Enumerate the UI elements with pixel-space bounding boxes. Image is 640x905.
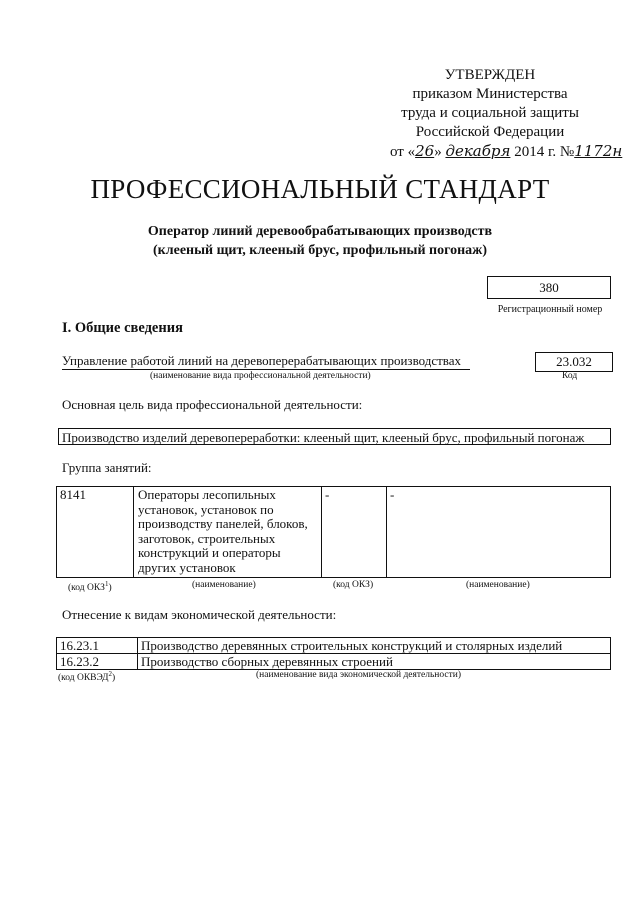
okved-code-caption: (код ОКВЭД$^2$) [58,670,116,684]
approval-line-2: приказом Министерства [412,86,568,102]
okz-name2-cell: - [387,487,611,578]
document-title: ПРОФЕССИОНАЛЬНЫЙ СТАНДАРТ [90,174,550,204]
okz-name-caption: (наименование) [192,580,256,590]
table-row [57,654,611,670]
activity-code-box: 23.032 [535,352,613,372]
okved-name-caption: (наименование вида экономической деятельности) [256,670,461,680]
order-number-handwritten: 1172н [574,142,623,160]
approval-line-1: УТВЕРЖДЕН [444,67,536,83]
okz-code-cell: 8141 [57,487,134,578]
okved-name-cell: Производство деревянных строительных конструкций и столярных изделий [138,638,611,654]
table-row [57,487,611,578]
purpose-label: Основная цель вида профессиональной деятельности: [62,397,363,412]
date-year: 2014 г. № [510,144,575,160]
code-label: Код [562,371,578,381]
okved-code-cell: 16.23.2 [57,654,138,670]
okz-name2-caption: (наименование) [466,580,530,590]
economic-activity-table [56,637,611,670]
okz-name-line: Операторы лесопильных [138,487,276,502]
document-subtitle [0,222,640,260]
occupation-group-label: Группа занятий: [62,460,152,475]
okz-code-caption: (код ОКЗ$^1$) [68,580,112,594]
activity-name: Управление работой линий на деревоперерабатывающих производствах [62,353,470,370]
okz-name-line: заготовок, строительных [138,530,276,546]
subtitle-line-2: (клееный щит, клееный брус, профильный погонаж) [153,243,487,258]
okved-code-cell: 16.23.1 [57,638,138,654]
table-row [57,638,611,654]
approval-stamp [390,66,623,162]
date-day-handwritten: 26 [415,142,435,160]
registration-number-label: Регистрационный номер [497,304,603,315]
date-mid: » [434,144,446,160]
okz-name-line: конструкций и операторы [138,545,281,561]
section-heading: I. Общие сведения [62,320,183,336]
subtitle-line-1: Оператор линий деревообрабатывающих производств [147,224,493,239]
okz-name-line: других установок [138,559,236,575]
date-prefix: от « [390,144,416,160]
purpose-box: Производство изделий деревопереработки: клееный щит, клееный брус, профильный погонаж [58,428,611,445]
economic-activity-label: Отнесение к видам экономической деятельности: [62,607,337,622]
occupation-table [56,486,611,578]
okz-code2-cell: - [322,487,387,578]
approval-line-4: Российской Федерации [415,124,565,140]
okz-code2-caption: (код ОКЗ) [333,580,374,590]
okz-name-line: производству панелей, блоков, [138,516,308,532]
date-month-handwritten: декабря [445,142,511,160]
registration-number-box: 380 [487,276,611,299]
okz-name-line: установок, установок по [138,501,274,517]
okz-name-cell [134,487,322,578]
approval-line-3: труда и социальной защиты [401,105,579,121]
okved-name-cell: Производство сборных деревянных строений [138,654,611,670]
approval-date-line [390,142,623,162]
activity-caption: (наименование вида профессиональной деятельности) [150,371,371,381]
